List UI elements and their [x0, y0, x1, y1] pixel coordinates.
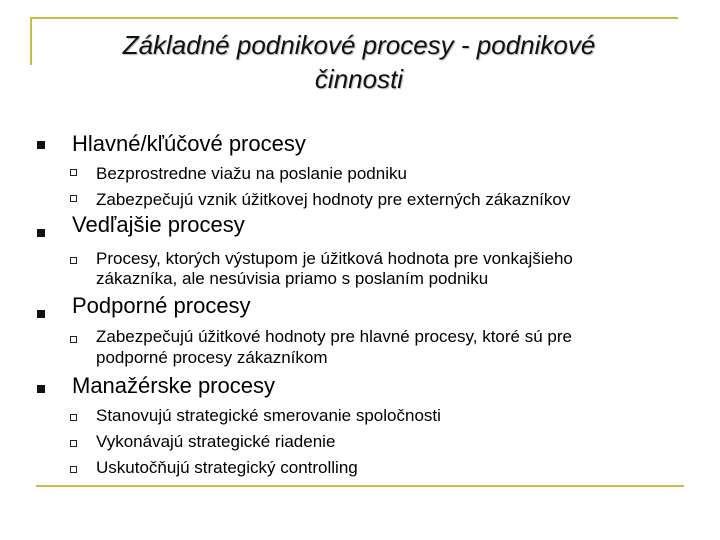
filled-square-bullet-icon [37, 385, 45, 393]
bottom-divider-rule [36, 485, 684, 487]
title-frame-left-rule [30, 17, 32, 65]
section-heading-management-processes: Manažérske procesy [72, 373, 275, 398]
list-item-line-1: Zabezpečujú úžitkové hodnoty pre hlavné procesy, ktoré sú pre [96, 327, 572, 346]
hollow-square-bullet-icon [70, 195, 77, 202]
list-item-line-1: Procesy, ktorých výstupom je úžitková hodnota pre vonkajšieho [96, 249, 573, 268]
slide-title [34, 28, 684, 96]
title-frame-top-rule [30, 17, 678, 19]
filled-square-bullet-icon [37, 310, 45, 318]
list-item: Bezprostredne viažu na poslanie podniku [96, 164, 407, 183]
list-item: Zabezpečujú vznik úžitkovej hodnoty pre externých zákazníkov [96, 190, 571, 209]
list-item-line-2: zákazníka, ale nesúvisia priamo s poslaním podniku [96, 269, 489, 288]
hollow-square-bullet-icon [70, 440, 77, 447]
filled-square-bullet-icon [37, 141, 45, 149]
list-item-line-2: podporné procesy zákazníkom [96, 348, 328, 367]
section-heading-secondary-processes: Vedľajšie procesy [72, 212, 245, 237]
hollow-square-bullet-icon [70, 169, 77, 176]
hollow-square-bullet-icon [70, 466, 77, 473]
hollow-square-bullet-icon [70, 336, 77, 343]
section-heading-support-processes: Podporné procesy [72, 293, 251, 318]
list-item: Uskutočňujú strategický controlling [96, 458, 358, 477]
hollow-square-bullet-icon [70, 414, 77, 421]
section-heading-main-processes: Hlavné/kľúčové procesy [72, 131, 306, 156]
hollow-square-bullet-icon [70, 257, 77, 264]
slide-title-line-2: činnosti [314, 64, 404, 94]
slide-title-line-1: Základné podnikové procesy - podnikové [122, 30, 596, 60]
list-item: Vykonávajú strategické riadenie [96, 432, 336, 451]
filled-square-bullet-icon [37, 229, 45, 237]
list-item: Stanovujú strategické smerovanie spoločnosti [96, 406, 441, 425]
